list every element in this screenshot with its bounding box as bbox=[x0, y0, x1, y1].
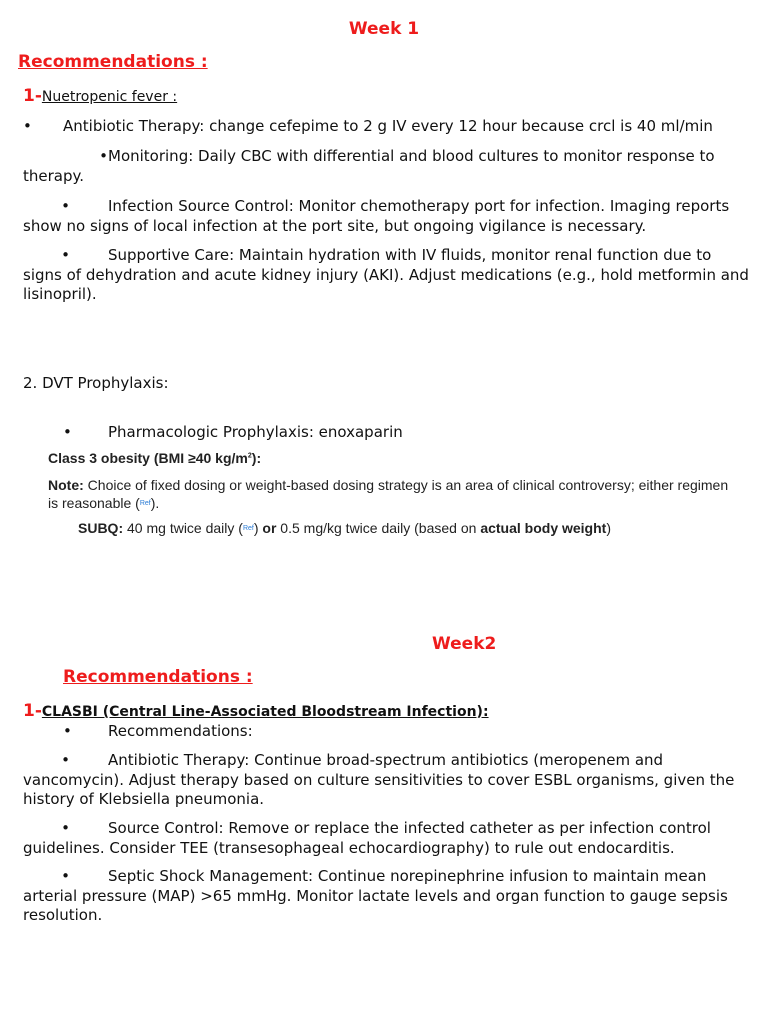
bullet-marker: • bbox=[61, 751, 70, 769]
bullet-marker: • bbox=[61, 246, 70, 264]
week1-item1-heading bbox=[23, 86, 177, 106]
ref-link[interactable]: Ref bbox=[242, 525, 254, 532]
bullet-text: Septic Shock Management: Continue norepinephrine infusion to maintain mean arterial pressure (MAP) >65 mmHg. Monitor lactate levels and organ function to gauge sepsis resolution. bbox=[23, 867, 728, 924]
bullet-marker: • bbox=[61, 819, 70, 837]
item-title: Nuetropenic fever : bbox=[41, 89, 178, 105]
bullet-marker: • bbox=[61, 867, 70, 885]
note-label: Note: bbox=[48, 477, 84, 493]
item-number: 1- bbox=[23, 86, 42, 106]
bullet-marker: • bbox=[63, 423, 72, 441]
bullet-text: Infection Source Control: Monitor chemotherapy port for infection. Imaging reports show no signs of local infection at the port site, but ongoing vigilance is necessary. bbox=[23, 197, 730, 235]
bullet-text: Monitoring: Daily CBC with differential and blood cultures to monitor response to therapy. bbox=[23, 147, 715, 185]
week1-bullet-3 bbox=[23, 197, 751, 236]
bullet-marker: • bbox=[23, 117, 32, 135]
week1-bullet-4 bbox=[23, 246, 751, 305]
bullet-text: Pharmacologic Prophylaxis: enoxaparin bbox=[108, 423, 403, 441]
bullet-text: Source Control: Remove or replace the infected catheter as per infection control guidelines. Consider TEE (transesophageal echocardiography) to rule out endocarditis. bbox=[23, 819, 711, 857]
week1-bullet-1 bbox=[23, 117, 751, 137]
subq-dosing: SUBQ: 40 mg twice daily ($^{Ref}$) or 0.5 mg/kg twice daily (based on actual body weight) bbox=[78, 520, 611, 536]
obesity-title: Class 3 obesity (BMI ≥40 $kg/m^2$): bbox=[48, 450, 262, 466]
week2-bullet-2 bbox=[23, 751, 751, 810]
subq-label: SUBQ: bbox=[78, 520, 124, 536]
week2-bullet-4 bbox=[23, 867, 751, 926]
week1-recommendations-heading: Recommendations : bbox=[18, 52, 208, 72]
bullet-text: Antibiotic Therapy: Continue broad-spectrum antibiotics (meropenem and vancomycin). Adjust therapy based on culture sensitivities to cover ESBL organisms, given the history of Klebsiella pneumonia. bbox=[23, 751, 735, 808]
week2-item1-heading bbox=[23, 701, 489, 721]
dvt-title: 2. DVT Prophylaxis: bbox=[23, 374, 169, 392]
week2-title: Week2 bbox=[432, 634, 497, 654]
dosing-note: Note: Choice of fixed dosing or weight-based dosing strategy is an area of clinical controversy; either regimen is reasonable ($^{Ref}$). bbox=[48, 477, 729, 511]
ref-link[interactable]: Ref bbox=[139, 500, 151, 507]
week2-bullet-1 bbox=[63, 722, 253, 742]
week1-title: Week 1 bbox=[348, 19, 420, 39]
bullet-marker: • bbox=[63, 722, 72, 740]
bullet-text: Recommendations: bbox=[108, 722, 253, 740]
item-number: 1- bbox=[23, 701, 42, 721]
week1-bullet-2 bbox=[23, 147, 751, 186]
dvt-bullet bbox=[63, 423, 403, 443]
bullet-marker: • bbox=[61, 197, 70, 215]
item-title: CLASBI (Central Line-Associated Bloodstream Infection): bbox=[41, 704, 489, 720]
week2-bullet-3 bbox=[23, 819, 751, 858]
bullet-text: Antibiotic Therapy: change cefepime to 2 g IV every 12 hour because crcl is 40 ml/min bbox=[63, 117, 713, 135]
bullet-text: Supportive Care: Maintain hydration with IV fluids, monitor renal function due to signs of dehydration and acute kidney injury (AKI). Adjust medications (e.g., hold metformin and lisinopril). bbox=[23, 246, 749, 303]
bullet-marker: • bbox=[99, 147, 108, 165]
week2-recommendations-heading: Recommendations : bbox=[63, 667, 253, 687]
note-text: Choice of fixed dosing or weight-based dosing strategy is an area of clinical controversy; either regimen is reasonable ( bbox=[48, 477, 729, 511]
